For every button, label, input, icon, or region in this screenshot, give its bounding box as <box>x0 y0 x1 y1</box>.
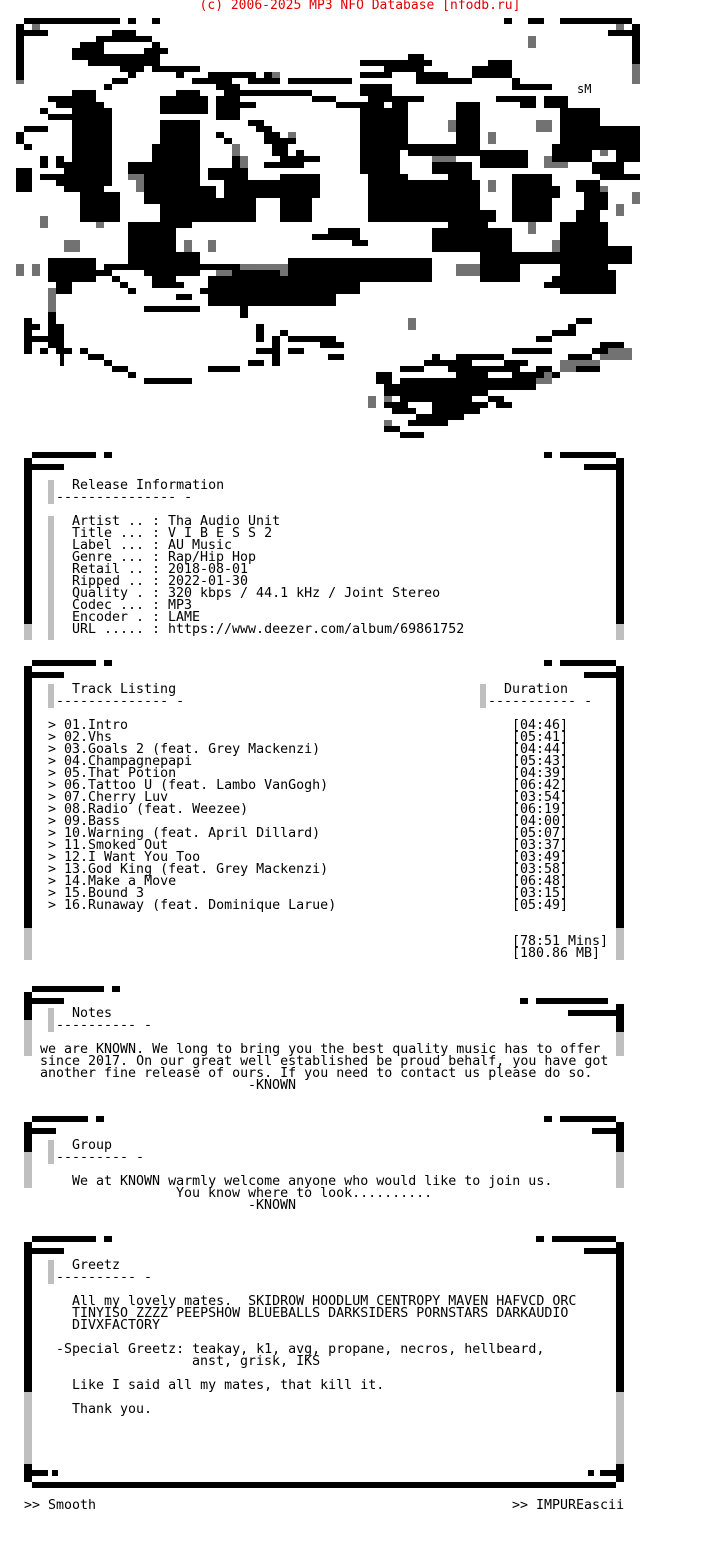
track-duration: [05:43] <box>512 754 569 769</box>
notes-line: another fine release of ours. If you need to contact us please do so. <box>40 1066 593 1081</box>
box-border <box>32 464 64 470</box>
box-border <box>32 1116 88 1122</box>
box-border <box>32 1482 616 1488</box>
box-border <box>584 1248 616 1254</box>
field-value-encoder: LAME <box>168 610 201 625</box>
track-row: > 14.Make a Move <box>48 874 177 889</box>
track-row: > 01.Intro <box>48 718 129 733</box>
greetz-title: Greetz <box>72 1258 121 1273</box>
box-border <box>24 1242 32 1392</box>
box-border <box>32 1470 48 1476</box>
track-row: > 09.Bass <box>48 814 121 829</box>
notes-signature: -KNOWN <box>248 1078 297 1093</box>
track-duration: [05:49] <box>512 898 569 913</box>
box-border <box>52 1470 58 1476</box>
track-row: > 08.Radio (feat. Weezee) <box>48 802 249 817</box>
box-border <box>96 1116 104 1122</box>
field-key-title: Title ... : <box>72 526 161 541</box>
box-border <box>560 452 616 458</box>
track-duration: [03:49] <box>512 850 569 865</box>
box-border <box>32 452 96 458</box>
box-border <box>560 1116 616 1122</box>
footer-credit-left: >> Smooth <box>24 1498 97 1513</box>
greetz-line: TINYISO ZZZZ PEEPSHOW BLUEBALLS DARKSIDERS PORNSTARS DARKAUDIO <box>72 1306 569 1321</box>
field-value-codec: MP3 <box>168 598 193 613</box>
track-row: > 16.Runaway (feat. Dominique Larue) <box>48 898 337 913</box>
box-border <box>104 660 112 666</box>
track-duration: [06:19] <box>512 802 569 817</box>
box-border-shade <box>24 600 32 640</box>
copyright-header: (c) 2006-2025 MP3 NFO Database [nfodb.ru] <box>199 0 521 13</box>
track-row: > 10.Warning (feat. April Dillard) <box>48 826 321 841</box>
track-row: > 02.Vhs <box>48 730 113 745</box>
box-border <box>560 660 616 666</box>
box-border <box>24 666 32 928</box>
track-row: > 04.Champagnepapi <box>48 754 193 769</box>
art-signature: sM <box>577 82 592 96</box>
track-duration: [03:58] <box>512 862 569 877</box>
duration-underline: ----------- - <box>488 694 593 709</box>
group-underline: --------- - <box>56 1150 145 1165</box>
field-value-retail: 2018-08-01 <box>168 562 249 577</box>
track-row: > 06.Tattoo U (feat. Lambo VanGogh) <box>48 778 329 793</box>
box-border <box>32 1248 64 1254</box>
box-border <box>544 452 552 458</box>
group-title: Group <box>72 1138 113 1153</box>
box-border <box>544 660 552 666</box>
box-border-shade <box>24 1020 32 1056</box>
field-key-ripped: Ripped .. : <box>72 574 161 589</box>
box-border <box>536 1236 544 1242</box>
footer-credit-right: >> IMPUREascii <box>512 1498 625 1513</box>
box-border <box>584 464 616 470</box>
box-border <box>544 1116 552 1122</box>
track-row: > 11.Smoked Out <box>48 838 169 853</box>
greetz-line: Like I said all my mates, that kill it. <box>72 1378 385 1393</box>
box-border <box>32 672 64 678</box>
box-border-shade <box>24 1392 32 1464</box>
track-row: > 13.God King (feat. Grey Mackenzi) <box>48 862 329 877</box>
box-border <box>32 986 104 992</box>
notes-underline: ---------- - <box>56 1018 153 1033</box>
box-border <box>616 1242 624 1392</box>
special-greetz-line: -Special Greetz: teakay, k1, avg, propane, necros, hellbeard, <box>56 1342 545 1357</box>
notes-title: Notes <box>72 1006 113 1021</box>
track-duration: [03:54] <box>512 790 569 805</box>
field-key-retail: Retail .. : <box>72 562 161 577</box>
box-border <box>24 1464 32 1482</box>
track-row: > 12.I Want You Too <box>48 850 201 865</box>
track-duration: [06:42] <box>512 778 569 793</box>
section-marker <box>48 516 54 640</box>
track-listing-underline: -------------- - <box>56 694 185 709</box>
field-value-title: V I B E S S 2 <box>168 526 273 541</box>
box-border-shade <box>24 924 32 960</box>
box-border <box>592 1128 616 1134</box>
field-key-quality: Quality . : <box>72 586 161 601</box>
ascii-art-logo <box>0 12 720 447</box>
box-border-shade <box>616 1152 624 1188</box>
box-border <box>588 1470 594 1476</box>
notes-line: since 2017. On our great well established be proud behalf, you have got <box>40 1054 609 1069</box>
section-marker <box>48 1260 54 1284</box>
field-key-label: Label ... : <box>72 538 161 553</box>
box-border <box>616 666 624 928</box>
greetz-underline: ---------- - <box>56 1270 153 1285</box>
box-border <box>520 998 528 1004</box>
track-listing-title: Track Listing <box>72 682 177 697</box>
box-border-shade <box>24 1152 32 1188</box>
field-value-artist: Tha Audio Unit <box>168 514 281 529</box>
release-info-title: Release Information <box>72 478 225 493</box>
track-duration: [04:00] <box>512 814 569 829</box>
field-key-encoder: Encoder . : <box>72 610 161 625</box>
special-greetz-line: anst, grisk, IKS <box>192 1354 321 1369</box>
greetz-thanks: Thank you. <box>72 1402 153 1417</box>
section-marker <box>48 480 54 504</box>
notes-line: we are KNOWN. We long to bring you the best quality music has to offer <box>40 1042 601 1057</box>
box-border <box>600 1470 616 1476</box>
field-value-ripped: 2022-01-30 <box>168 574 249 589</box>
box-border <box>568 1010 616 1016</box>
track-duration: [06:48] <box>512 874 569 889</box>
box-border <box>104 1236 112 1242</box>
field-key-artist: Artist .. : <box>72 514 161 529</box>
track-duration: [05:07] <box>512 826 569 841</box>
box-border <box>616 1464 624 1482</box>
track-duration: [05:41] <box>512 730 569 745</box>
section-marker <box>48 1140 54 1164</box>
box-border-shade <box>616 1032 624 1056</box>
box-border <box>32 660 96 666</box>
total-time: [78:51 Mins] <box>512 934 609 949</box>
duration-title: Duration <box>504 682 569 697</box>
field-value-label: AU Music <box>168 538 233 553</box>
greetz-line: DIVXFACTORY <box>72 1318 161 1333</box>
box-border <box>616 1122 624 1152</box>
box-border <box>24 992 32 1020</box>
field-value-quality: 320 kbps / 44.1 kHz / Joint Stereo <box>168 586 441 601</box>
track-duration: [03:37] <box>512 838 569 853</box>
group-line: We at KNOWN warmly welcome anyone who would like to join us. <box>72 1174 553 1189</box>
track-duration: [04:46] <box>512 718 569 733</box>
box-border <box>536 998 608 1004</box>
total-size: [180.86 MB] <box>512 946 601 961</box>
section-marker <box>48 684 54 708</box>
track-row: > 03.Goals 2 (feat. Grey Mackenzi) <box>48 742 321 757</box>
track-duration: [04:44] <box>512 742 569 757</box>
box-border <box>32 1236 96 1242</box>
section-marker <box>480 684 486 708</box>
box-border <box>112 986 120 992</box>
group-signature: -KNOWN <box>248 1198 297 1213</box>
track-duration: [04:39] <box>512 766 569 781</box>
field-value-url[interactable]: https://www.deezer.com/album/69861752 <box>168 622 465 637</box>
release-info-underline: --------------- - <box>56 490 193 505</box>
track-row: > 15.Bound 3 <box>48 886 145 901</box>
box-border <box>32 1128 56 1134</box>
field-key-codec: Codec ... : <box>72 598 161 613</box>
box-border <box>552 1236 616 1242</box>
group-line: You know where to look.......... <box>176 1186 433 1201</box>
field-key-genre: Genre ... : <box>72 550 161 565</box>
box-border <box>584 672 616 678</box>
box-border-shade <box>616 1392 624 1464</box>
box-border-shade <box>616 924 624 960</box>
track-duration: [03:15] <box>512 886 569 901</box>
field-key-url: URL ..... : <box>72 622 161 637</box>
box-border <box>104 452 112 458</box>
box-border <box>616 1004 624 1032</box>
section-marker <box>48 1008 54 1032</box>
field-value-genre: Rap/Hip Hop <box>168 550 257 565</box>
track-row: > 05.That Potion <box>48 766 177 781</box>
track-row: > 07.Cherry Luv <box>48 790 169 805</box>
box-border <box>24 1122 32 1152</box>
greetz-line: All my lovely mates. SKIDROW HOODLUM CENTROPY MAVEN HAFVCD ORC <box>72 1294 577 1309</box>
box-border-shade <box>616 600 624 640</box>
box-border <box>32 998 64 1004</box>
